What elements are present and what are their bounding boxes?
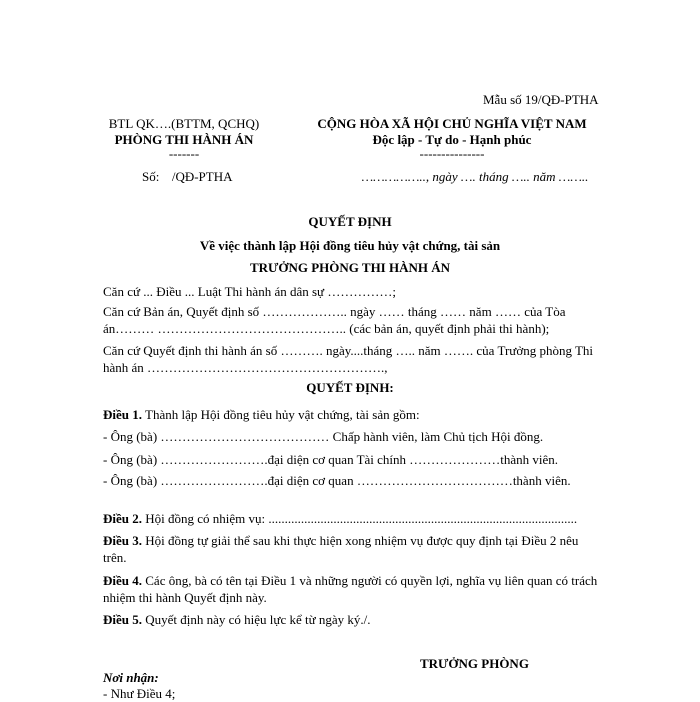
member-1: - Ông (bà) ………………………………… Chấp hành viên, làm Chủ tịch Hội đồng. bbox=[103, 429, 544, 444]
document-subtitle: Về việc thành lập Hội đồng tiêu hủy vật chứng, tài sản bbox=[199, 238, 501, 253]
office-name: PHÒNG THI HÀNH ÁN bbox=[114, 132, 254, 147]
issuing-authority: TRƯỞNG PHÒNG THI HÀNH ÁN bbox=[249, 260, 451, 275]
article-5-label: Điều 5. bbox=[103, 612, 142, 627]
article-4 bbox=[103, 572, 598, 606]
member-2: - Ông (bà) …………………….đại diện cơ quan Tài chính …………………thành viên. bbox=[103, 452, 559, 467]
article-1-label: Điều 1. bbox=[103, 407, 142, 422]
article-5 bbox=[103, 611, 598, 628]
legal-basis-1: Căn cứ ... Điều ... Luật Thi hành án dân sự ……………; bbox=[103, 284, 396, 299]
recipient-item: - Như Điều 4; bbox=[103, 686, 176, 701]
number-label: Số: bbox=[142, 169, 160, 184]
left-separator: ------- bbox=[168, 146, 200, 161]
right-separator: --------------- bbox=[419, 146, 485, 161]
article-2-text: Hội đồng có nhiệm vụ: ............................................................................................... bbox=[142, 511, 578, 526]
unit-name: BTL QK….(BTTM, QCHQ) bbox=[108, 116, 260, 131]
signer-title: TRƯỞNG PHÒNG bbox=[420, 656, 529, 671]
article-4-text: Các ông, bà có tên tại Điều 1 và những người có quyền lợi, nghĩa vụ liên quan có trách nhiệm thi hành Quyết định này. bbox=[103, 573, 598, 605]
national-motto: Độc lập - Tự do - Hạnh phúc bbox=[372, 132, 532, 147]
article-1-text: Thành lập Hội đồng tiêu hủy vật chứng, tài sản gồm: bbox=[142, 407, 420, 422]
article-4-label: Điều 4. bbox=[103, 573, 142, 588]
article-3 bbox=[103, 532, 598, 566]
national-title: CỘNG HÒA XÃ HỘI CHỦ NGHĨA VIỆT NAM bbox=[317, 116, 587, 131]
article-3-label: Điều 3. bbox=[103, 533, 142, 548]
article-5-text: Quyết định này có hiệu lực kể từ ngày ký./. bbox=[142, 612, 371, 627]
article-3-text: Hội đồng tự giải thể sau khi thực hiện xong nhiệm vụ được quy định tại Điều 2 nêu trên. bbox=[103, 533, 579, 565]
article-1 bbox=[103, 406, 598, 423]
recipients-label: Nơi nhận: bbox=[103, 670, 159, 685]
legal-basis-3: Căn cứ Quyết định thi hành án số ………. ngày....tháng ….. năm ……. của Trưởng phòng Thi hành án ………………………………………………., bbox=[103, 343, 594, 375]
decision-heading: QUYẾT ĐỊNH: bbox=[306, 380, 394, 395]
place-date: …………….., ngày …. tháng ….. năm …….. bbox=[361, 169, 589, 184]
document-number bbox=[142, 169, 233, 185]
number-value: /QĐ-PTHA bbox=[171, 169, 233, 184]
document-title: QUYẾT ĐỊNH bbox=[308, 214, 392, 229]
article-2-label: Điều 2. bbox=[103, 511, 142, 526]
legal-basis-2: Căn cứ Bản án, Quyết định số ……………….. ngày …… tháng …… năm …… của Tòa án……… …………………………………….. (các bản án, quyết định phải thi hành); bbox=[103, 304, 566, 336]
form-code: Mẫu số 19/QĐ-PTHA bbox=[483, 92, 599, 107]
member-3: - Ông (bà) …………………….đại diện cơ quan ………………………………thành viên. bbox=[103, 473, 571, 488]
article-2 bbox=[103, 510, 598, 527]
